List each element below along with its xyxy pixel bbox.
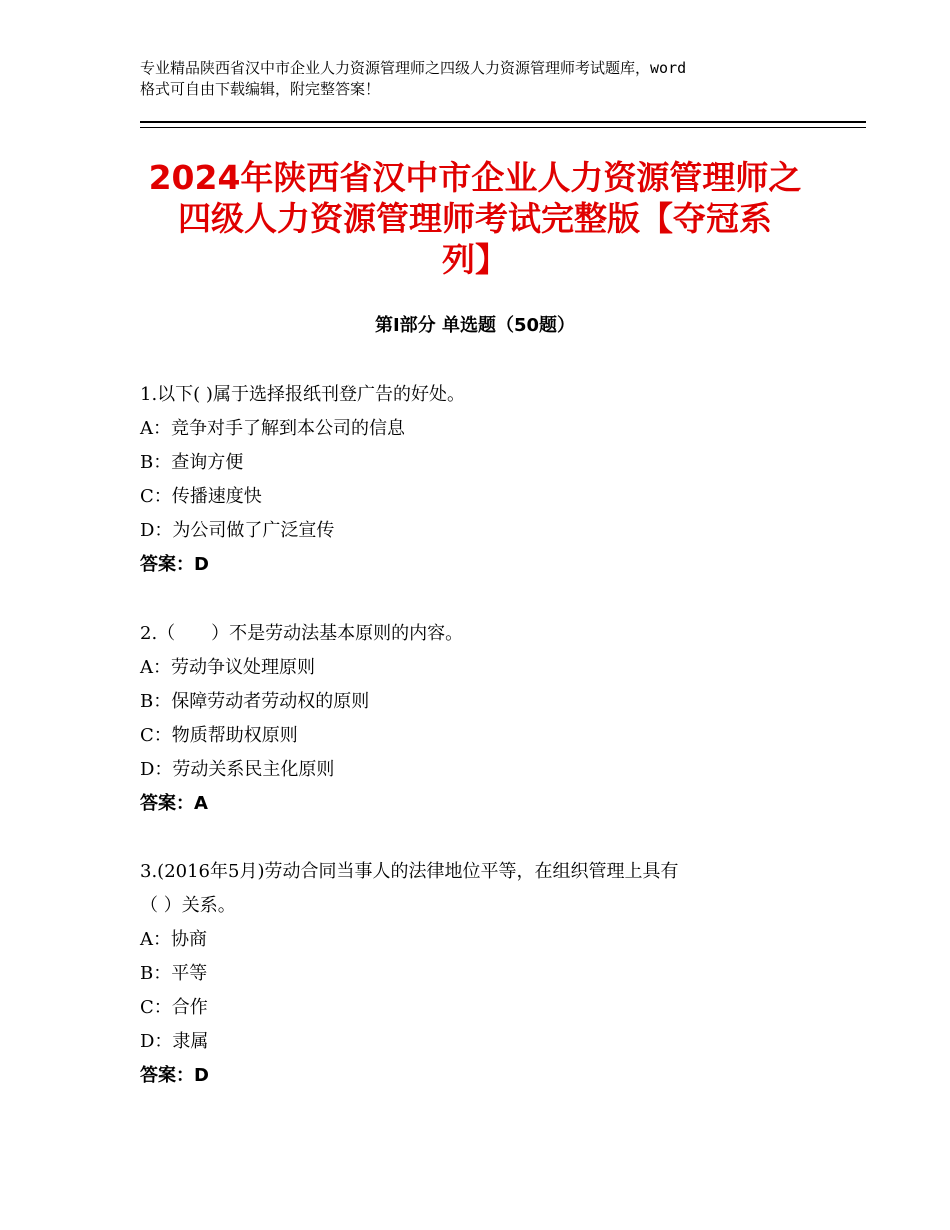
- document-title: [130, 157, 820, 280]
- option-b: B：平等: [140, 963, 208, 984]
- header-note: [140, 58, 840, 100]
- option-b: B：查询方便: [140, 452, 244, 473]
- option-b: B：保障劳动者劳动权的原则: [140, 691, 370, 712]
- answer: 答案：D: [140, 1065, 209, 1086]
- answer: 答案：A: [140, 793, 208, 814]
- option-a: A：劳动争议处理原则: [140, 657, 315, 678]
- answer: 答案：D: [140, 554, 209, 575]
- option-c: C：合作: [140, 997, 208, 1018]
- question-3: [140, 855, 840, 1093]
- option-d: D：为公司做了广泛宣传: [140, 520, 335, 541]
- question-stem-line-2: （ ）关系。: [140, 895, 236, 916]
- header-divider-thin: [140, 127, 866, 128]
- title-line-3: 列】: [442, 240, 508, 279]
- header-divider-thick: [140, 121, 866, 123]
- header-note-line-2: 格式可自由下载编辑，附完整答案！: [140, 80, 381, 98]
- option-a: A：竞争对手了解到本公司的信息: [140, 418, 405, 439]
- option-d: D：隶属: [140, 1031, 209, 1052]
- option-c: C：物质帮助权原则: [140, 725, 298, 746]
- question-1: [140, 378, 840, 582]
- option-a: A：协商: [140, 929, 207, 950]
- question-stem: 2.（ ）不是劳动法基本原则的内容。: [140, 623, 464, 644]
- section-heading: 第Ⅰ部分 单选题（50题）: [374, 315, 575, 336]
- question-stem: 1.以下( )属于选择报纸刊登广告的好处。: [140, 384, 465, 405]
- question-2: [140, 617, 840, 821]
- title-line-1: 2024年陕西省汉中市企业人力资源管理师之: [148, 158, 802, 197]
- header-note-line-1: 专业精品陕西省汉中市企业人力资源管理师之四级人力资源管理师考试题库，word: [140, 59, 687, 77]
- question-stem-line-1: 3.(2016年5月)劳动合同当事人的法律地位平等，在组织管理上具有: [140, 861, 679, 882]
- option-d: D：劳动关系民主化原则: [140, 759, 335, 780]
- title-line-2: 四级人力资源管理师考试完整版【夺冠系: [178, 199, 772, 238]
- option-c: C：传播速度快: [140, 486, 262, 507]
